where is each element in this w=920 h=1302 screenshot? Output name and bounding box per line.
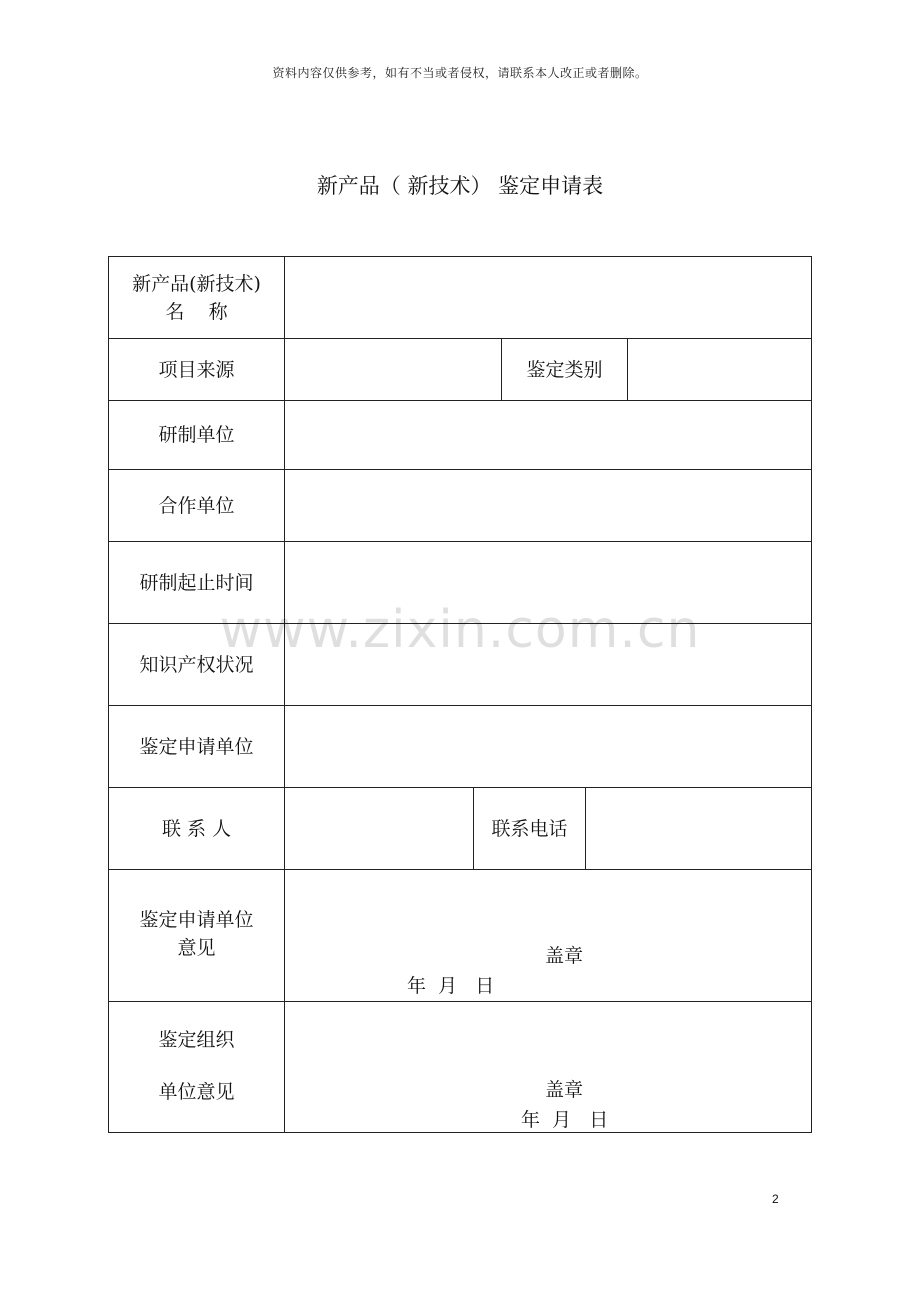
field-appraisal-category[interactable] [627, 339, 811, 400]
watermark-text: www.zixin.com.cn [219, 600, 701, 660]
label-product-name [109, 257, 285, 338]
label-developer: 研制单位 [109, 401, 285, 469]
row-product-name [109, 257, 811, 339]
row-contact [109, 788, 811, 870]
application-form-table [108, 256, 812, 1133]
field-contact-phone[interactable] [585, 788, 811, 869]
row-developer [109, 401, 811, 470]
page-number: 2 [772, 1192, 779, 1206]
label-ip-status: 知识产权状况 [109, 624, 285, 705]
field-product-name[interactable] [285, 257, 811, 338]
label-applicant-opinion [109, 870, 285, 1001]
label-organizer-opinion-line1: 鉴定组织 [158, 1029, 235, 1051]
field-organizer-opinion[interactable] [285, 1002, 811, 1132]
field-ip-status[interactable] [285, 624, 811, 705]
label-applicant-opinion-line2: 意见 [177, 937, 216, 959]
field-developer[interactable] [285, 401, 811, 469]
label-organizer-opinion-line2: 单位意见 [158, 1081, 235, 1103]
disclaimer-text: 资料内容仅供参考，如有不当或者侵权，请联系本人改正或者删除。 [272, 66, 648, 80]
organizer-seal-text: 盖章 [545, 1079, 584, 1101]
label-project-source: 项目来源 [109, 339, 285, 400]
field-project-source[interactable] [285, 339, 501, 400]
label-partner: 合作单位 [109, 470, 285, 541]
field-applicant[interactable] [285, 706, 811, 787]
label-applicant-opinion-line1: 鉴定申请单位 [139, 909, 254, 931]
label-product-name-line2: 名 称 [165, 300, 228, 323]
label-contact: 联 系 人 [109, 788, 285, 869]
label-organizer-opinion [109, 1002, 285, 1132]
row-ip-status [109, 624, 811, 706]
row-partner [109, 470, 811, 542]
label-contact-phone: 联系电话 [473, 788, 585, 869]
row-organizer-opinion [109, 1002, 811, 1132]
applicant-date-text: 年 月 日 [407, 975, 495, 997]
form-title: 新产品（ 新技术） 鉴定申请表 [316, 174, 604, 198]
label-dev-period: 研制起止时间 [109, 542, 285, 623]
applicant-seal-text: 盖章 [545, 945, 584, 967]
field-partner[interactable] [285, 470, 811, 541]
field-dev-period[interactable] [285, 542, 811, 623]
label-applicant: 鉴定申请单位 [109, 706, 285, 787]
row-applicant-opinion [109, 870, 811, 1002]
label-appraisal-category: 鉴定类别 [501, 339, 627, 400]
row-applicant [109, 706, 811, 788]
row-project-source [109, 339, 811, 401]
field-contact[interactable] [285, 788, 473, 869]
label-product-name-line1: 新产品(新技术) [132, 272, 261, 295]
field-applicant-opinion[interactable] [285, 870, 811, 1001]
row-dev-period [109, 542, 811, 624]
organizer-date-text: 年 月 日 [521, 1109, 609, 1131]
